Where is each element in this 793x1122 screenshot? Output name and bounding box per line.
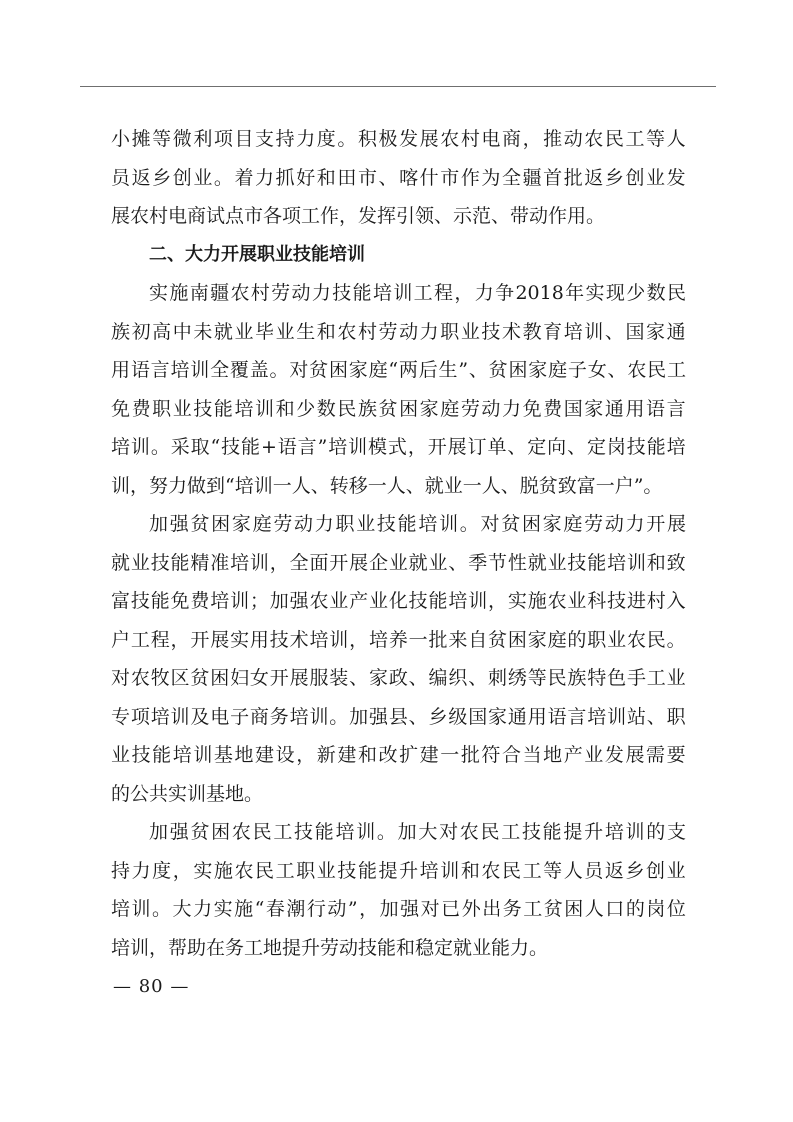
text-line: 加 强 贫 困 农 民 工 技 能 培 训 。 加 大 对 农 民 工 技 能 提 升 培 训 的 支 [149,821,686,843]
text-line: 展农村电商试点市各项工作，发挥引领、示范、带动作用。 [111,205,606,227]
text-line: 户 工 程 ， 开 展 实 用 技 术 培 训 ， 培 养 一 批 来 自 贫 困 家 庭 的 职 业 农 民 。 [111,628,686,651]
text-line: 业 技 能 培 训 基 地 建 设 ， 新 建 和 改 扩 建 一 批 符 合 当 地 产 业 发 展 需 要 [111,744,686,766]
text-line: 加 强 贫 困 家 庭 劳 动 力 职 业 技 能 培 训 。 对 贫 困 家 庭 劳 动 力 开 展 [149,513,686,535]
text-line: 训，努力做到“培训一人、转移一人、就业一人、脱贫致富一户”。 [111,474,663,497]
paragraph [111,505,686,813]
text-line: 用 语 言 培 训 全 覆 盖 。 对 贫 困 家 庭 “ 两 后 生 ” 、 贫 困 家 庭 子 女 、 农 民 工 [111,359,686,381]
text-line: 小 摊 等 微 利 项 目 支 持 力 度 。 积 极 发 展 农 村 电 商 ， 推 动 农 民 工 等 人 [111,128,686,150]
paragraph [111,813,686,967]
text-line: 就 业 技 能 精 准 培 训 ， 全 面 开 展 企 业 就 业 、 季 节 性 就 业 技 能 培 训 和 致 [111,551,686,574]
header-rule [80,86,716,87]
text-line: 员 返 乡 创 业 。 着 力 抓 好 和 田 市 、 喀 什 市 作 为 全 疆 首 批 返 乡 创 业 发 [111,166,686,189]
text-line: 的公共实训基地。 [111,782,264,805]
text-line: 实 施 南 疆 农 村 劳 动 力 技 能 培 训 工 程 ， 力 争 2018 年 实 现 少 数 民 [149,282,686,304]
page-body [111,120,686,967]
text-line: 对 农 牧 区 贫 困 妇 女 开 展 服 装 、 家 政 、 编 织 、 刺 绣 等 民 族 特 色 手 工 业 [111,667,686,689]
text-line: 富 技 能 免 费 培 训 ； 加 强 农 业 产 业 化 技 能 培 训 ， 实 施 农 业 科 技 进 村 入 [111,590,686,612]
text-line: 培 训 。 大 力 实 施 “ 春 潮 行 动 ” ， 加 强 对 已 外 出 务 工 贫 困 人 口 的 岗 位 [111,898,686,920]
section-heading: 二、大力开展职业技能培训 [149,243,365,265]
paragraph [111,274,686,505]
text-line: 持 力 度 ， 实 施 农 民 工 职 业 技 能 提 升 培 训 和 农 民 工 等 人 员 返 乡 创 业 [111,859,686,882]
text-line: 免 费 职 业 技 能 培 训 和 少 数 民 族 贫 困 家 庭 劳 动 力 免 费 国 家 通 用 语 言 [111,397,686,420]
paragraph [111,120,686,236]
text-line: 专 项 培 训 及 电 子 商 务 培 训 。 加 强 县 、 乡 级 国 家 通 用 语 言 培 训 站 、 职 [111,705,686,728]
page-number: — 80 — [113,976,190,997]
text-line: 族 初 高 中 未 就 业 毕 业 生 和 农 村 劳 动 力 职 业 技 术 教 育 培 训 、 国 家 通 [111,320,686,343]
text-line: 培训，帮助在务工地提升劳动技能和稳定就业能力。 [111,936,549,959]
text-line: 培 训 。 采 取 “ 技 能 + 语 言 ” 培 训 模 式 ， 开 展 订 单 、 定 向 、 定 岗 技 能 培 [111,436,686,458]
